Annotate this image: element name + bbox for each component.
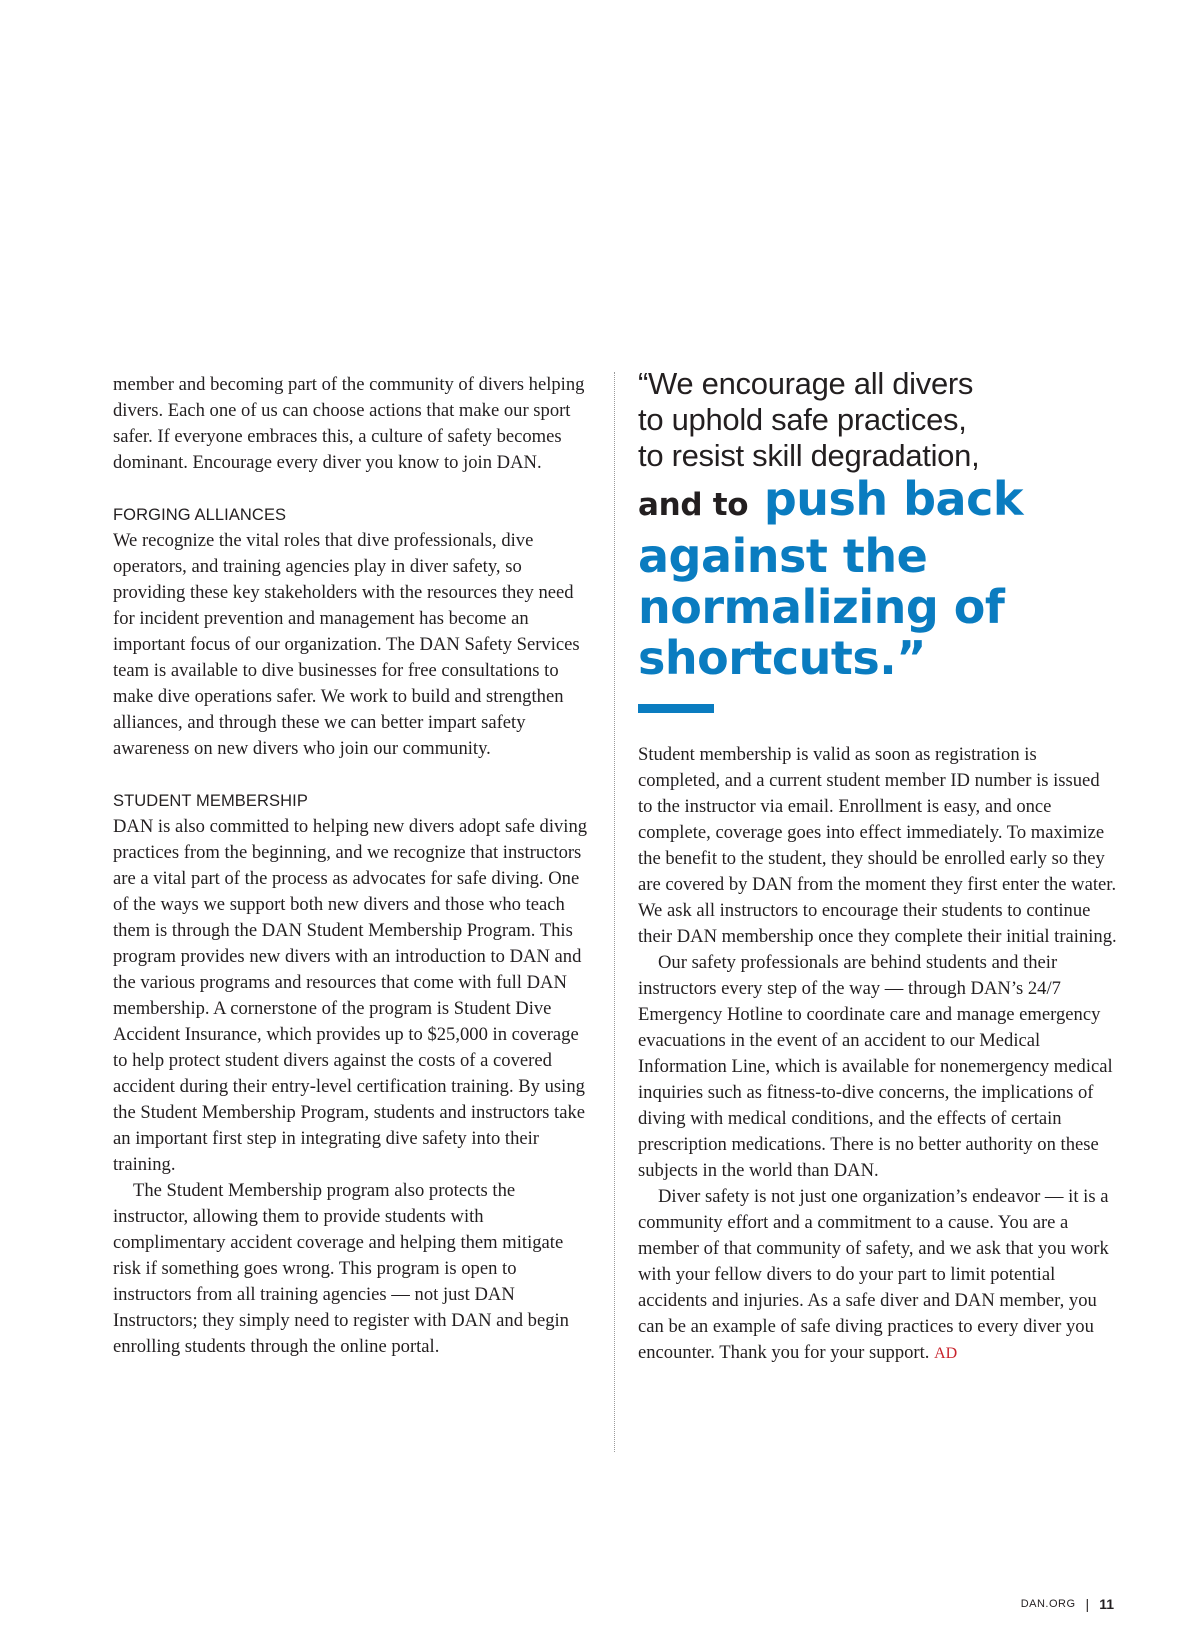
forging-alliances-paragraph: We recognize the vital roles that dive professionals, dive operators, and training agencies play in diver safety, so providing these key stakeholders with the resources they need for incident prevention and management has become an important focus of our organization. The DAN Safety Services team is available to dive businesses for free consultations to make dive operations safer. We work to build and strengthen alliances, and through these we can better impart safety awareness on new divers who join our community. — [113, 530, 580, 759]
footer-website: DAN.ORG — [1020, 1598, 1076, 1610]
column-divider — [614, 372, 615, 1452]
left-column — [113, 372, 593, 1360]
right-paragraph-1: Student membership is valid as soon as registration is completed, and a current student member ID number is issued to the instructor via email. Enrollment is easy, and once complete, coverage goes into effect immediately. To maximize the benefit to the student, they should be enrolled early so they are covered by DAN from the moment they first enter the water. We ask all instructors to encourage their students to continue their DAN membership once they complete their initial training. — [638, 744, 1117, 947]
student-membership-heading: STUDENT MEMBERSHIP — [113, 792, 308, 810]
intro-paragraph: member and becoming part of the community of divers helping divers. Each one of us can choose actions that make our sport safer. If everyone embraces this, a culture of safety becomes dominant. Encourage every diver you know to join DAN. — [113, 374, 585, 473]
pull-quote-emphasis-2: against the — [638, 529, 928, 583]
pull-quote-emphasis-1: push back — [763, 472, 1023, 526]
right-paragraph-2: Our safety professionals are behind students and their instructors every step of the way — through DAN’s 24/7 Emergency Hotline to coordinate care and manage emergency evacuations in the event of an accident to our Medical Information Line, which is available for nonemergency medical inquiries such as fitness-to-dive concerns, the implications of diving with medical conditions, and the effects of certain prescription medications. There is no better authority on these subjects in the world than DAN. — [638, 952, 1113, 1181]
pull-quote-line-1: “We encourage all divers — [638, 366, 974, 401]
right-column — [638, 742, 1118, 1367]
pull-quote-accent-bar — [638, 704, 714, 713]
pull-quote-emphasis-3: normalizing of — [638, 580, 1005, 634]
student-membership-paragraph-2: The Student Membership program also protects the instructor, allowing them to provide students with complimentary accident coverage and helping them mitigate risk if something goes wrong. This program is open to instructors from all training agencies — not just DAN Instructors; they simply need to register with DAN and begin enrolling students through the online portal. — [113, 1180, 569, 1357]
page-number: 11 — [1099, 1596, 1114, 1612]
page-footer — [1021, 1596, 1114, 1612]
pull-quote-emphasis-line-1 — [638, 474, 1168, 531]
pull-quote-line-2: to uphold safe practices, — [638, 402, 967, 437]
pull-quote-emphasis-4: shortcuts.” — [638, 631, 926, 685]
footer-separator: | — [1085, 1596, 1090, 1612]
author-initials: AD — [934, 1345, 958, 1362]
forging-alliances-heading: FORGING ALLIANCES — [113, 506, 287, 524]
pull-quote — [638, 366, 1168, 713]
pull-quote-lead-in: and to — [638, 487, 749, 523]
right-paragraph-3-text: Diver safety is not just one organization’s endeavor — it is a community effort and a commitment to a cause. You are a member of that community of safety, and we ask that you work with your fellow divers to do your part to limit potential accidents and injuries. As a safe diver and DAN member, you can be an example of safe diving practices to every diver you encounter. Thank you for your support. — [638, 1186, 1109, 1363]
pull-quote-line-3: to resist skill degradation, — [638, 438, 980, 473]
student-membership-paragraph: DAN is also committed to helping new divers adopt safe diving practices from the beginning, and we recognize that instructors are a vital part of the process as advocates for safe diving. One of the ways we support both new divers and those who teach them is through the DAN Student Membership Program. This program provides new divers with an introduction to DAN and the various programs and resources that come with full DAN membership. A cornerstone of the program is Student Dive Accident Insurance, which provides up to $25,000 in coverage to help protect student divers against the costs of a covered accident during their entry-level certification training. By using the Student Membership Program, students and instructors take an important first step in integrating dive safety into their training. — [113, 816, 588, 1175]
right-paragraph-3 — [638, 1184, 1118, 1367]
